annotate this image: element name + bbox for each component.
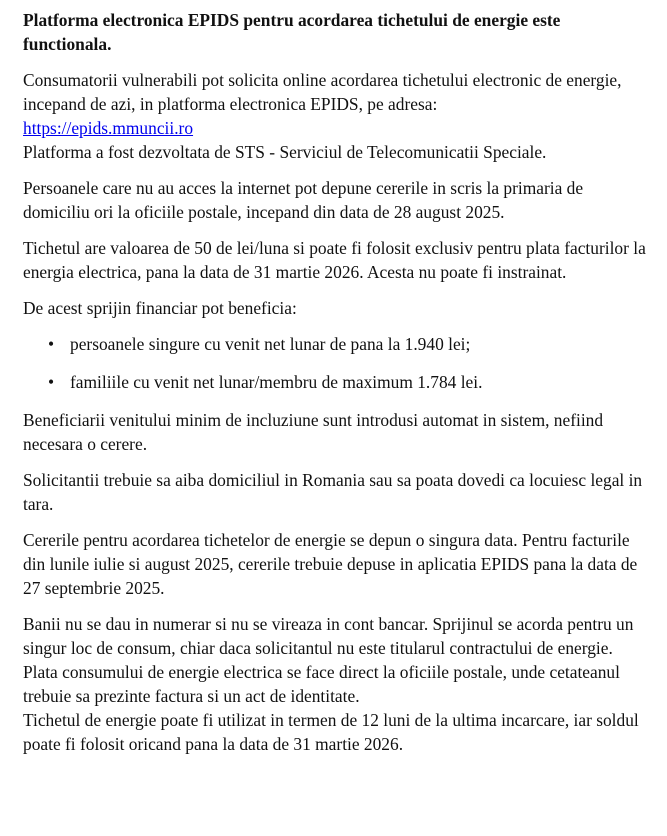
epids-link[interactable]: https://epids.mmuncii.ro [23,118,194,138]
paragraph-no-cash: Banii nu se dau in numerar si nu se vireaza in cont bancar. Sprijinul se acorda pentru un singur loc de consum, chiar daca solicitantul nu este titularul contractului de energie. [23,614,634,658]
paragraph-ticket-value: Tichetul are valoarea de 50 de lei/luna si poate fi folosit exclusiv pentru plata facturilor la energia electrica, pana la data de 31 martie 2026. Acesta nu poate fi instrainat. [23,238,646,282]
beneficiaries-list [23,332,653,394]
bullet-icon: • [48,372,55,392]
list-item-text: familiile cu venit net lunar/membru de maximum 1.784 lei. [70,372,483,392]
paragraph-offline-request: Persoanele care nu au acces la internet pot depune cererile in scris la primaria de domiciliu ori la oficiile postale, incepand din data de 28 august 2025. [23,178,584,222]
paragraph-online-request [23,68,653,164]
paragraph-minimum-income: Beneficiarii venitului minim de incluziune sunt introdusi automat in sistem, nefiind necesara o cerere. [23,410,604,454]
paragraph-residence: Solicitantii trebuie sa aiba domiciliul in Romania sau sa poata dovedi ca locuiesc legal in tara. [23,470,643,514]
list-item-text: persoanele singure cu venit net lunar de pana la 1.940 lei; [70,334,471,354]
bullet-icon: • [48,334,55,354]
paragraph-payment-rules [23,612,653,756]
paragraph-platform-developer: Platforma a fost dezvoltata de STS - Serviciul de Telecomunicatii Speciale. [23,142,547,162]
list-item [23,332,653,356]
paragraph-online-request-text: Consumatorii vulnerabili pot solicita online acordarea tichetului electronic de energie, incepand de azi, in platforma electronica EPIDS, pe adresa: [23,70,622,114]
paragraph-application-deadline: Cererile pentru acordarea tichetelor de energie se depun o singura data. Pentru facturile din lunile iulie si august 2025, cererile trebuie depuse in aplicatia EPIDS pana la data de 27 septembrie 2025. [23,530,638,598]
list-item [23,370,653,394]
paragraph-validity: Tichetul de energie poate fi utilizat in termen de 12 luni de la ultima incarcare, iar soldul poate fi folosit oricand pana la data de 31 martie 2026. [23,710,639,754]
article-title: Platforma electronica EPIDS pentru acordarea tichetului de energie este functionala. [23,10,561,54]
paragraph-post-office-payment: Plata consumului de energie electrica se face direct la oficiile postale, unde cetateanul trebuie sa prezinte factura si un act de identitate. [23,662,620,706]
paragraph-beneficiaries-intro: De acest sprijin financiar pot beneficia: [23,298,297,318]
